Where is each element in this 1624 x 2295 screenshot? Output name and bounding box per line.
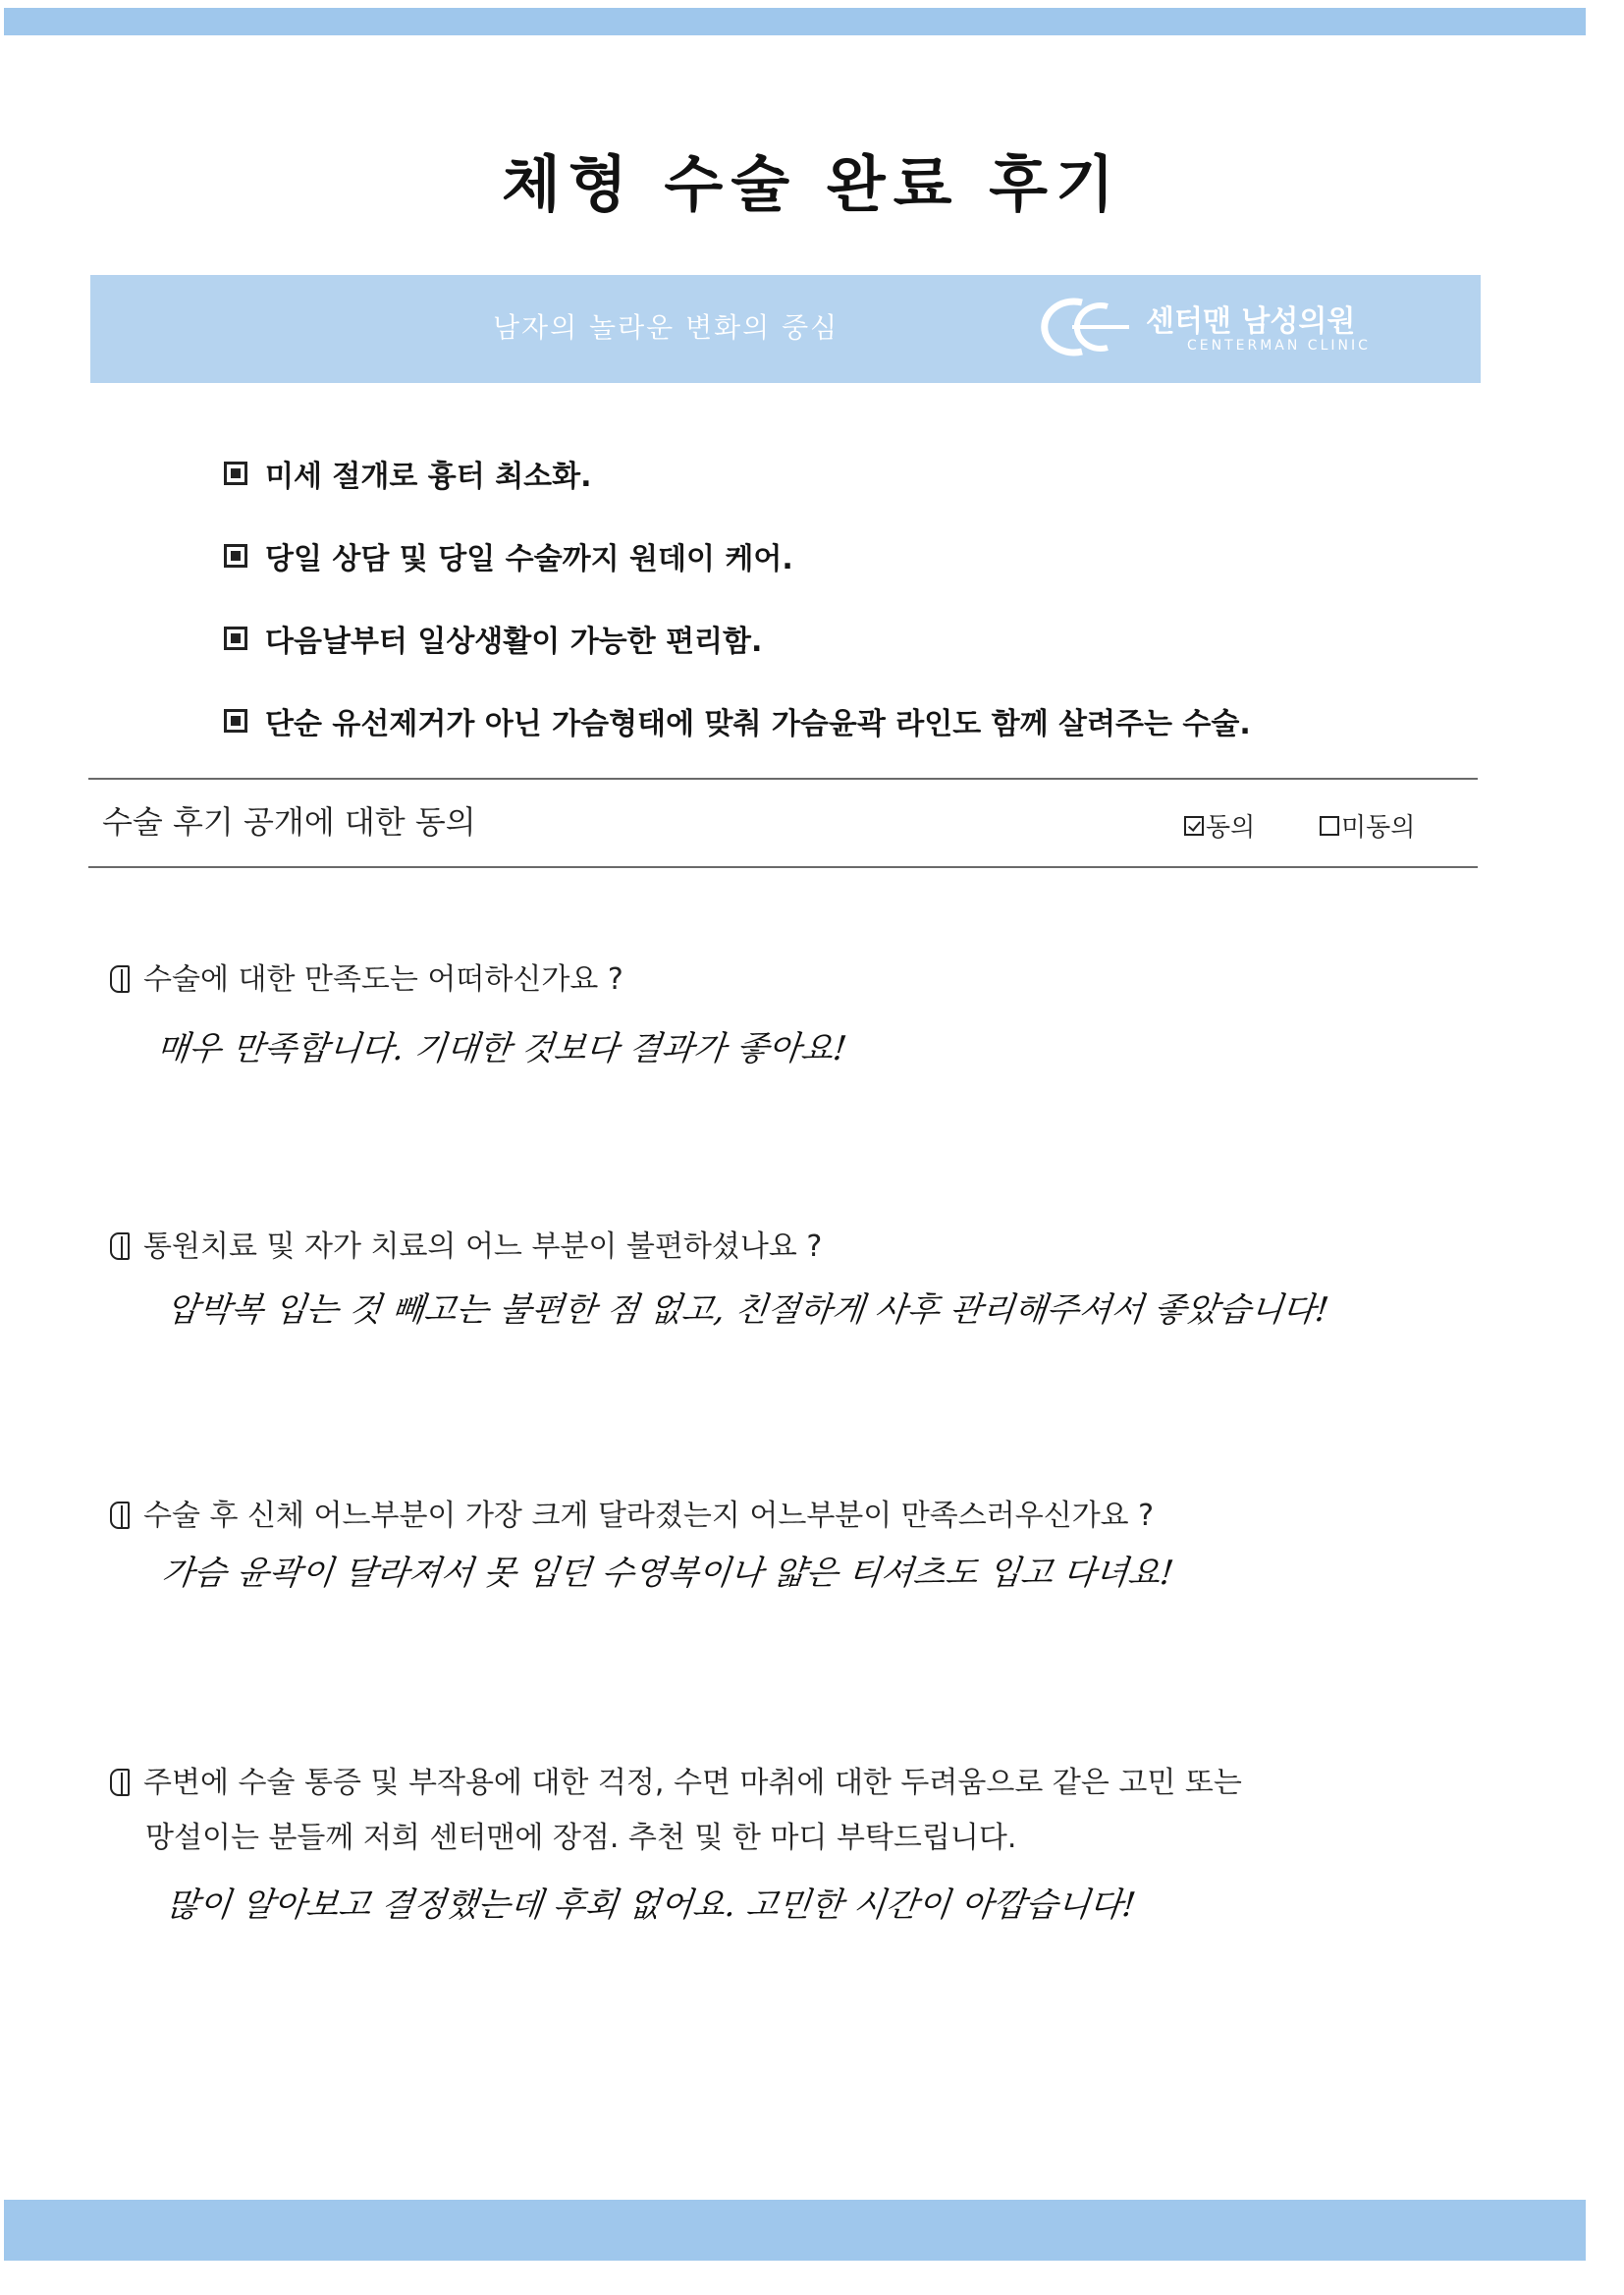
handwritten-answer-4: 많이 알아보고 결정했는데 후회 없어요. 고민한 시간이 아깝습니다! <box>164 1885 1138 1925</box>
feature-text: 다음날부터 일상생활이 가능한 편리함. <box>265 625 763 659</box>
clinic-logo-subtitle: CENTERMAN CLINIC <box>1187 338 1371 354</box>
question-2 <box>110 1220 822 1275</box>
question-mark-icon <box>110 965 130 993</box>
banner-slogan: 남자의 놀라운 변화의 중심 <box>493 311 839 344</box>
divider-top <box>88 778 1478 780</box>
question-text: 수술 후 신체 어느부분이 가장 크게 달라졌는지 어느부분이 만족스러우신가요 ? <box>143 1499 1155 1533</box>
checked-checkbox-icon[interactable] <box>1184 816 1204 836</box>
feature-text: 미세 절개로 흉터 최소화. <box>265 460 592 494</box>
clinic-logo-icon <box>1013 293 1131 361</box>
handwritten-answer-2: 압박복 입는 것 빼고는 불편한 점 없고, 친절하게 사후 관리해주셔서 좋았습니다! <box>164 1290 1331 1330</box>
consent-agree-label: 동의 <box>1206 813 1256 843</box>
question-mark-icon <box>110 1232 130 1260</box>
question-1 <box>110 953 623 1008</box>
question-text: 통원치료 및 자가 치료의 어느 부분이 불편하셨나요 ? <box>143 1229 823 1264</box>
document-title: 체형 수술 완료 후기 <box>502 148 1122 220</box>
empty-checkbox-icon[interactable] <box>1320 816 1339 836</box>
clinic-logo-name: 센터맨 남성의원 <box>1146 304 1356 339</box>
question-3 <box>110 1489 1154 1544</box>
feature-text: 단순 유선제거가 아닌 가슴형태에 맞춰 가슴윤곽 라인도 함께 살려주는 수술. <box>265 707 1251 741</box>
question-mark-icon <box>110 1502 130 1529</box>
filled-square-bullet-icon <box>224 627 247 650</box>
consent-disagree-option[interactable] <box>1320 807 1415 844</box>
bottom-color-band <box>4 2200 1586 2261</box>
question-text-line1: 주변에 수술 통증 및 부작용에 대한 걱정, 수면 마취에 대한 두려움으로 같은 고민 또는 <box>143 1766 1242 1800</box>
filled-square-bullet-icon <box>224 709 247 733</box>
feature-text: 당일 상담 및 당일 수술까지 원데이 케어. <box>265 542 793 576</box>
feature-item <box>224 432 1251 515</box>
handwritten-answer-1: 매우 만족합니다. 기대한 것보다 결과가 좋아요! <box>154 1029 849 1068</box>
filled-square-bullet-icon <box>224 544 247 568</box>
feature-list <box>224 432 1251 762</box>
feature-item <box>224 515 1251 597</box>
clinic-banner <box>90 275 1481 383</box>
handwritten-answer-3: 가슴 윤곽이 달라져서 못 입던 수영복이나 얇은 티셔츠도 입고 다녀요! <box>159 1554 1176 1593</box>
question-4 <box>110 1756 1242 1866</box>
question-text-line2: 망설이는 분들께 저희 센터맨에 장점. 추천 및 한 마디 부탁드립니다. <box>145 1821 1017 1855</box>
filled-square-bullet-icon <box>224 462 247 485</box>
consent-disagree-label: 미동의 <box>1341 813 1416 843</box>
feature-item <box>224 597 1251 680</box>
question-mark-icon <box>110 1769 130 1796</box>
question-text: 수술에 대한 만족도는 어떠하신가요 ? <box>143 962 623 997</box>
top-color-band <box>4 8 1586 35</box>
consent-agree-option[interactable] <box>1184 807 1255 844</box>
consent-label: 수술 후기 공개에 대한 동의 <box>102 803 476 841</box>
divider-bottom <box>88 866 1478 868</box>
feature-item <box>224 680 1251 762</box>
